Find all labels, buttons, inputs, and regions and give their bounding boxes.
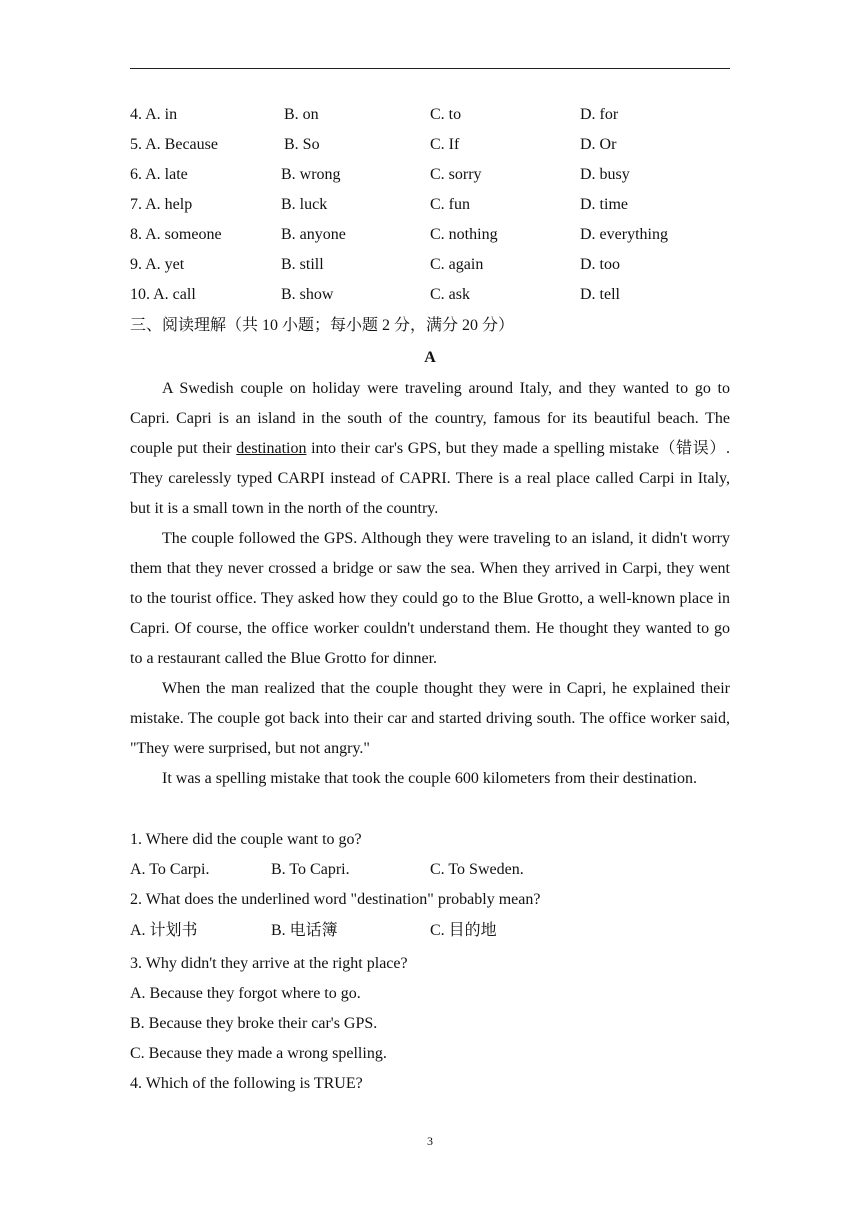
answer-b: B. To Capri. [271,861,350,878]
option-a: 10. A. call [130,286,196,303]
question-4 [130,1072,730,1096]
question-3 [130,952,730,1066]
option-d: D. for [580,106,619,123]
option-b: B. anyone [281,226,346,243]
paragraph-3: When the man realized that the couple thought they were in Capri, he explained their mistake. The couple got back into their car and started driving south. The office worker said, "They were surprised, but not angry." [130,680,730,757]
option-row [130,193,730,223]
answer-b: B. Because they broke their car's GPS. [130,1015,378,1032]
option-row [130,133,730,163]
answer-c: C. To Sweden. [430,861,524,878]
option-d: D. Or [580,136,617,153]
option-a: 7. A. help [130,196,193,213]
question-2-text: 2. What does the underlined word "destination" probably mean? [130,891,541,908]
question-3-text: 3. Why didn't they arrive at the right place? [130,955,408,972]
paragraph-2: The couple followed the GPS. Although they were traveling to an island, it didn't worry them that they never crossed a bridge or saw the sea. When they arrived in Carpi, they went to the tourist office. They asked how they could go to the Blue Grotto, a well-known place in Capri. Of course, the office worker couldn't understand them. He thought they wanted to go to a restaurant called the Blue Grotto for dinner. [130,530,730,667]
option-c: C. nothing [430,226,498,243]
option-row [130,283,730,313]
option-a: 4. A. in [130,106,178,123]
option-b: B. luck [281,196,328,213]
option-c: C. If [430,136,460,153]
option-c: C. ask [430,286,470,303]
cloze-options [130,103,730,313]
passage-title: A [424,349,436,366]
option-a: 9. A. yet [130,256,185,273]
option-b: B. wrong [281,166,341,183]
option-b: B. So [284,136,320,153]
option-c: C. to [430,106,462,123]
option-c: C. fun [430,196,470,213]
option-a: 8. A. someone [130,226,222,243]
reading-passage [130,374,730,794]
answer-c: C. Because they made a wrong spelling. [130,1045,387,1062]
option-d: D. tell [580,286,620,303]
option-row [130,223,730,253]
header-rule [130,68,730,69]
option-b: B. still [281,256,324,273]
paragraph-1-end: into their car's GPS, but they made a spelling mistake（错误）. They carelessly typed CARPI instead of CAPRI. There is a real place called Carpi in Italy, but it is a small town in the north of the country. [130,440,730,517]
option-b: B. show [281,286,334,303]
question-1 [130,828,730,882]
option-d: D. too [580,256,620,273]
page-number: 3 [427,1134,433,1148]
answer-c: C. 目的地 [430,922,497,939]
answer-b: B. 电话簿 [271,922,338,939]
option-c: C. sorry [430,166,482,183]
answer-a: A. To Carpi. [130,861,210,878]
option-b: B. on [284,106,319,123]
option-row [130,103,730,133]
option-row [130,163,730,193]
question-4-text: 4. Which of the following is TRUE? [130,1075,363,1092]
option-c: C. again [430,256,484,273]
option-a: 5. A. Because [130,136,218,153]
paragraph-4: It was a spelling mistake that took the couple 600 kilometers from their destination. [162,770,697,787]
question-1-text: 1. Where did the couple want to go? [130,831,362,848]
option-d: D. busy [580,166,630,183]
paragraph-1 [130,374,730,524]
option-row [130,253,730,283]
paragraph-1-start: A Swedish couple on holiday were traveling around Italy, and they wanted to go to Capri. Capri is an island in the south of the country, famous for its beautiful beach. The couple put their [130,380,730,457]
question-2 [130,888,730,943]
section-heading: 三、阅读理解（共 10 小题；每小题 2 分，满分 20 分） [130,317,515,334]
option-a: 6. A. late [130,166,188,183]
underlined-word: destination [236,440,307,457]
answer-a: A. 计划书 [130,922,198,939]
option-d: D. time [580,196,628,213]
option-d: D. everything [580,226,668,243]
answer-a: A. Because they forgot where to go. [130,985,361,1002]
